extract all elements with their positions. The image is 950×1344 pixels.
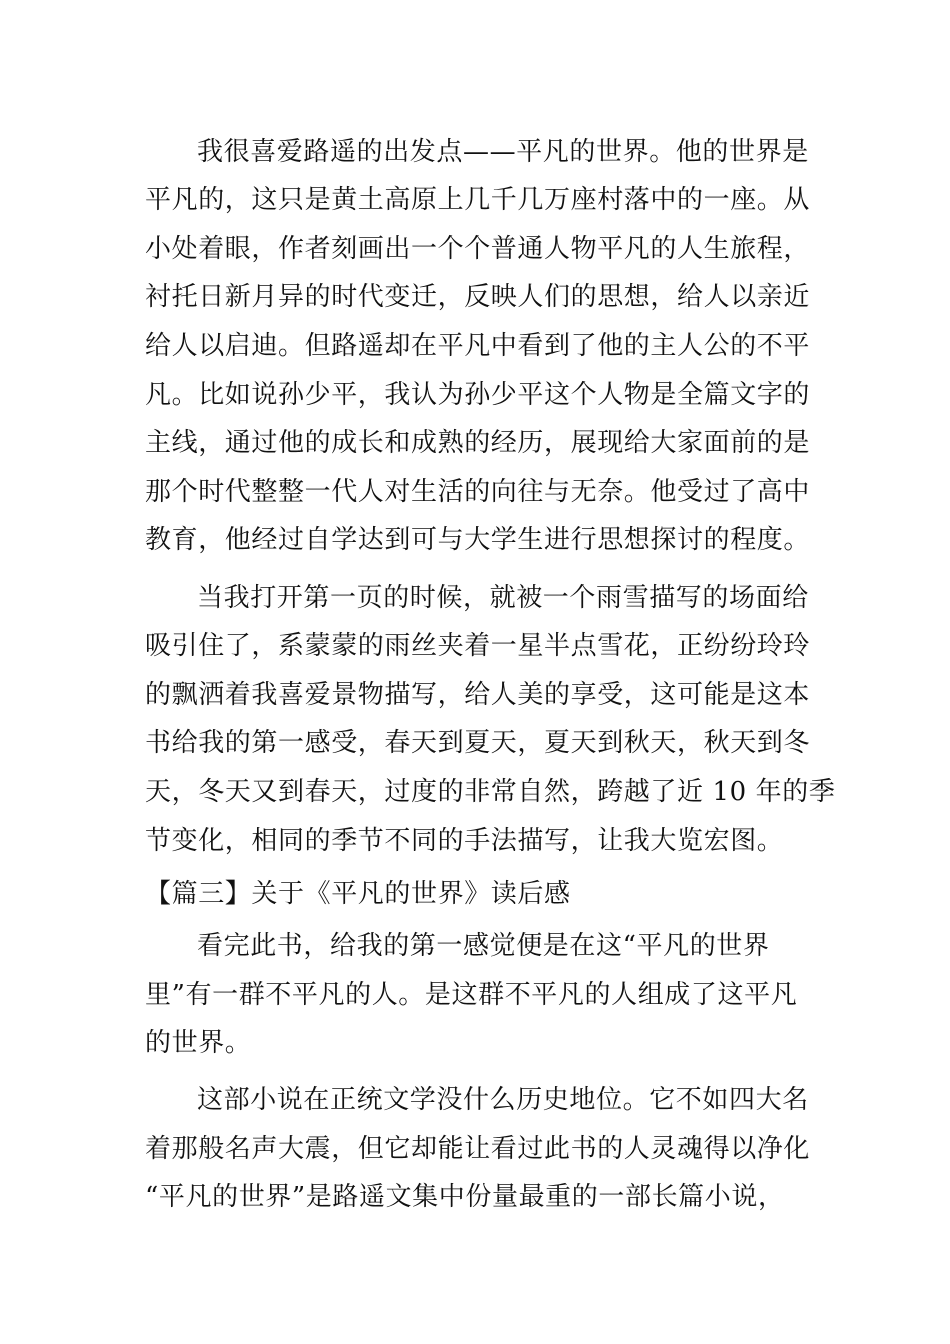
paragraph-line: 里”有一群不平凡的人。是这群不平凡的人组成了这平凡 <box>145 980 798 1010</box>
paragraph-line: 衬托日新月异的时代变迁，反映人们的思想，给人以亲近 <box>145 282 811 312</box>
paragraph-line: 凡。比如说孙少平，我认为孙少平这个人物是全篇文字的 <box>145 380 811 410</box>
paragraph-line: 的飘洒着我喜爱景物描写，给人美的享受，这可能是这本 <box>145 680 811 710</box>
section-heading: 【篇三】关于《平凡的世界》读后感 <box>145 879 571 909</box>
paragraph-line: 平凡的，这只是黄土高原上几千几万座村落中的一座。从 <box>145 185 811 215</box>
paragraph-line: 教育，他经过自学达到可与大学生进行思想探讨的程度。 <box>145 525 811 555</box>
paragraph-line: 节变化，相同的季节不同的手法描写，让我大览宏图。 <box>145 826 784 856</box>
paragraph-line: 这部小说在正统文学没什么历史地位。它不如四大名 <box>197 1085 809 1115</box>
paragraph-line: 的世界。 <box>145 1028 252 1058</box>
paragraph-line: 主线，通过他的成长和成熟的经历，展现给大家面前的是 <box>145 428 811 458</box>
paragraph-line: 给人以启迪。但路遥却在平凡中看到了他的主人公的不平 <box>145 331 811 361</box>
paragraph-line: 当我打开第一页的时候，就被一个雨雪描写的场面给 <box>197 583 809 613</box>
paragraph-line: 书给我的第一感受，春天到夏天，夏天到秋天，秋天到冬 <box>145 728 811 758</box>
paragraph-line: 我很喜爱路遥的出发点——平凡的世界。他的世界是 <box>197 137 809 167</box>
paragraph-line: 天，冬天又到春天，过度的非常自然，跨越了近 10 年的季 <box>145 777 836 807</box>
paragraph-line: 小处着眼，作者刻画出一个个普通人物平凡的人生旅程， <box>145 234 811 264</box>
paragraph-line: 那个时代整整一代人对生活的向往与无奈。他受过了高中 <box>145 477 811 507</box>
paragraph-line: “平凡的世界”是路遥文集中份量最重的一部长篇小说， <box>145 1182 785 1212</box>
paragraph-line: 着那般名声大震，但它却能让看过此书的人灵魂得以净化 <box>145 1134 811 1164</box>
paragraph-line: 看完此书，给我的第一感觉便是在这“平凡的世界 <box>197 931 770 961</box>
paragraph-line: 吸引住了，系蒙蒙的雨丝夹着一星半点雪花，正纷纷玲玲 <box>145 631 811 661</box>
